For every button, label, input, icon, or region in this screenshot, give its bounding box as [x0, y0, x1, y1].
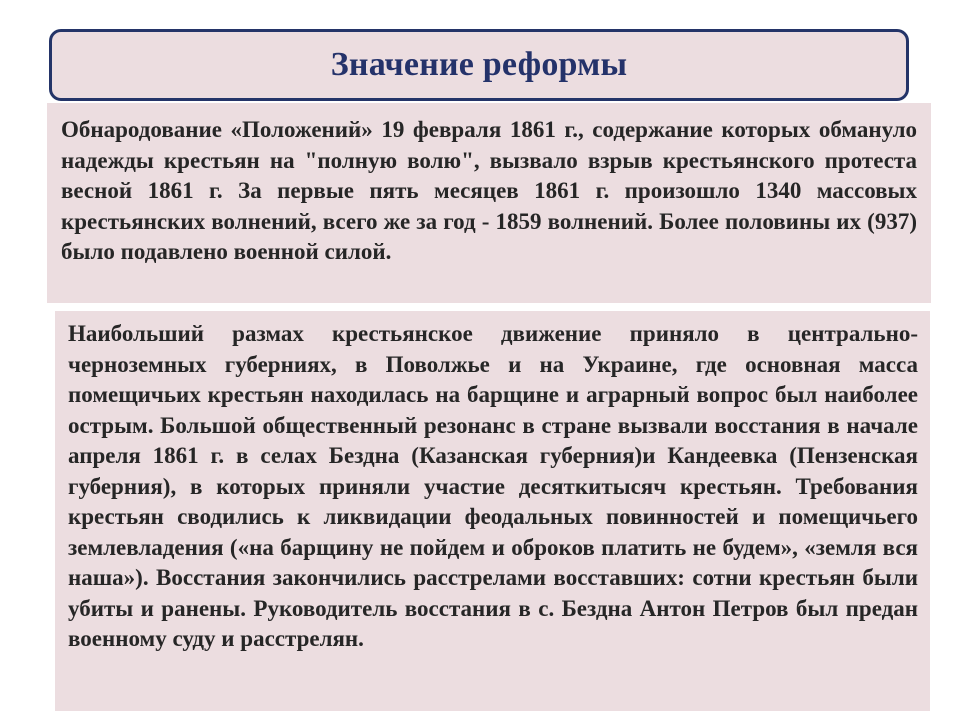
- slide-title: Значение реформы: [330, 46, 628, 83]
- title-banner: [49, 29, 909, 101]
- text-panel-2: [55, 311, 930, 711]
- paragraph-1: Обнародование «Положений» 19 февраля 1861 г., содержание которых обмануло надежды крестьян на "полную волю", вызвало взрыв крестьянского протеста весной 1861 г. За первые пять месяцев 1861 г. произошло 1340 массовых крестьянских волнений, всего же за год - 1859 волнений. Более половины их (937) было подавлено военной силой.: [61, 117, 917, 264]
- paragraph-2: Наибольший размах крестьянское движение приняло в центрально-черноземных губерниях, в Поволжье и на Украине, где основная масса помещичьих крестьян находилась на барщине и аграрный вопрос был наиболее острым. Большой общественный резонанс в стране вызвали восстания в начале апреля 1861 г. в селах Бездна (Казанская губерния)и Кандеевка (Пензенская губерния), в которых приняли участие десяткитысяч крестьян. Требования крестьян сводились к ликвидации феодальных повинностей и помещичьего землевладения («на барщину не пойдем и оброков платить не будем», «земля вся наша»). Восстания закончились расстрелами восставших: сотни крестьян были убиты и ранены. Руководитель восстания в с. Бездна Антон Петров был предан военному суду и расстрелян.: [68, 321, 918, 651]
- text-panel-1: [47, 103, 931, 303]
